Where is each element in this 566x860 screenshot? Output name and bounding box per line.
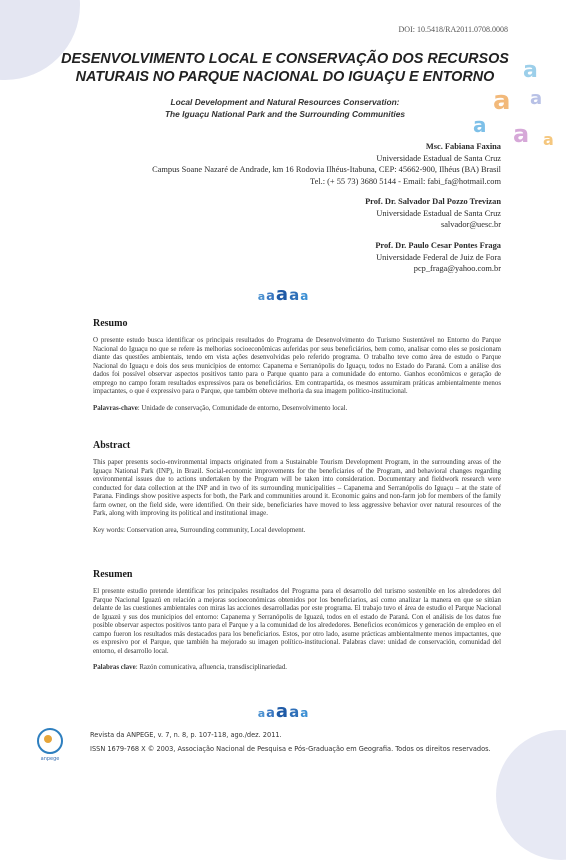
corner-decoration-bottom [496,730,566,860]
anpege-logo-icon [37,728,63,754]
keywords-text: Conservation area, Surrounding community, Local development. [124,526,306,534]
logo-letter: a [275,701,289,722]
journal-logo-bottom [0,701,566,722]
article-title: DESENVOLVIMENTO LOCAL E CONSERVAÇÃO DOS RECURSOS NATURAIS NO PARQUE NACIONAL DO IGUAÇU E ENTORNO [61,51,509,85]
subtitle-line-1: Local Development and Natural Resources Conservation: [170,97,400,107]
footer-citation: Revista da ANPEGE, v. 7, n. 8, p. 107-118, ago./dez. 2011. [90,731,282,739]
logo-letter: a [300,706,309,720]
keywords-text: : Unidade de conservação, Comunidade de entorno, Desenvolvimento local. [137,404,348,412]
logo-letter: a [266,706,275,721]
deco-letter: a [523,58,538,83]
deco-letter: a [530,88,543,109]
author-3 [375,240,501,275]
author-email: pcp_fraga@yahoo.com.br [413,264,501,273]
deco-letter: a [513,120,530,148]
author-affiliation: Universidade Estadual de Santa Cruz [376,153,501,163]
anpege-logo [30,728,70,762]
logo-letter: a [257,707,266,720]
resumo-heading: Resumo [93,318,128,329]
resumo-text: O presente estudo busca identificar os principais resultados do Programa de Desenvolvimento do Turismo Sustentável no Entorno do Parque Nacional do Iguaçu no que se refere às melhorias socioeconômicas auferidas por seus beneficiários, bem como, analisar como eles se posicionam diante das questões ambientais, tendo em vista ações desenvolvidas pelo referido programa. O trabalho teve como área de estudo o Parque Nacional do Iguaçu e dois dos seus municípios de entorno: Capanema e Serranópolis do Iguaçu, todos no Estado do Paraná. Com a análise dos dados foi possível observar aspectos positivos tanto para o Parque quanto para a comunidade do entorno. Ganhos econômicos e geração de emprego no campo foram resultados expressivos para os beneficiários. Em contrapartida, os mesmos assumiram práticas ambientalmente menos impactantes, o que é expressivo para o Parque, que também obteve melhoria da sua imagem político-institucional. [93,337,501,395]
footer-copyright: ISSN 1679-768 X © 2003, Associação Nacional de Pesquisa e Pós-Graduação em Geografia. Todos os direitos reservados. [90,745,491,753]
author-email: salvador@uesc.br [440,220,501,229]
article-subtitle [90,96,480,120]
abstract-text: This paper presents socio-environmental impacts originated from a Sustainable Tourism Development Program, in the surrounding areas of the Iguaçu National Park (INP), in Brazil. Social-economic improvements for the beneficiaries of the Program, and behavioral changes regarding environmental issues due to actions undertaken by the Program will be taken into consideration. Documentary and fieldwork research were conducted for data collection at the INP and in two of its surrounding municipalities – Capanema and Serranópolis do Iguaçu – at the state of Parana. Findings show positive aspects for both, the Park and communities around it. Economic gains and non-farm job for members of the family farm owner, on the field side, were identified. On their side, beneficiaries have moved to less aggressive behavior over natural resources of the Park, along with improving its political and institutional image. [93,459,501,517]
subtitle-line-2: The Iguaçu National Park and the Surrounding Communities [164,109,406,119]
author-2 [365,196,501,231]
resumo-section [93,318,501,413]
keywords-label: Key words: [93,526,125,534]
anpege-logo-label: anpege [40,756,60,762]
author-name: Prof. Dr. Paulo Cesar Pontes Fraga [375,241,501,250]
logo-letter: a [289,703,300,721]
abstract-keywords [93,527,501,536]
logo-letter: a [289,286,300,304]
logo-letter: a [257,290,266,303]
journal-logo-top [0,284,566,305]
author-affiliation: Universidade Federal de Juiz de Fora [376,252,501,262]
resumen-keywords [93,664,501,673]
author-name: Msc. Fabiana Faxina [425,142,501,151]
author-address: Campus Soane Nazaré de Andrade, km 16 Rodovia Ilhéus-Itabuna, CEP: 45662-900, Ilhéus (BA) Brasil [152,165,501,174]
abstract-section [93,440,501,535]
deco-letter: a [543,130,554,149]
resumo-keywords [93,405,501,414]
deco-letter: a [473,113,487,137]
logo-letter: a [266,289,275,304]
doi: DOI: 10.5418/RA2011.0708.0008 [398,25,508,34]
resumen-text: El presente estudio pretende identificar los principales resultados del Programa para el desarrollo del turismo sostenible en los alrededores del Parque Nacional Iguazú en relación a mejoras socioeconómicas obtenidos por los beneficiarios, así como analizar la manera en que se sitúan delante de las cuestiones ambientales con miras las acciones desarrolladas por este programa. El trabajo tuvo el área de estudio el Parque Nacional de Iguazú y sus dos municipios del entorno: Capanema y Serranópolis de Iguazú, todos en el estado de Paraná. Con el análisis de los datos fue posible observar aspectos positivos tanto para el Parque y a la comunidad de los alrededores. Beneficios económicos y generación de empleo en el campo fueron los resultados más destacados para los beneficiarios. Estos, por otro lado, asume prácticas ambientalmente menos impactantes, que es expresivo por el Parque, que también ha mejorado su imagen político-institucional. Palabras clave: unidad de conservación, comunidad del entorno, el desarrollo local. [93,588,501,655]
resumen-heading: Resumen [93,569,133,580]
abstract-heading: Abstract [93,440,131,451]
author-1 [152,141,501,187]
logo-letter: a [275,284,289,305]
resumen-section [93,569,501,673]
author-contact: Tel.: (+ 55 73) 3680 5144 - Email: fabi_fa@hotmail.com [310,176,501,186]
author-name: Prof. Dr. Salvador Dal Pozzo Trevizan [365,197,501,206]
logo-letter: a [300,289,309,303]
author-affiliation: Universidade Estadual de Santa Cruz [376,208,501,218]
footer [90,728,491,756]
keywords-label: Palavras-chave [93,404,138,412]
keywords-label: Palabras clave [93,664,136,671]
keywords-text: : Razón comunicativa, afluencia, transdisciplinariedad. [135,664,288,671]
deco-letter: a [493,86,511,116]
